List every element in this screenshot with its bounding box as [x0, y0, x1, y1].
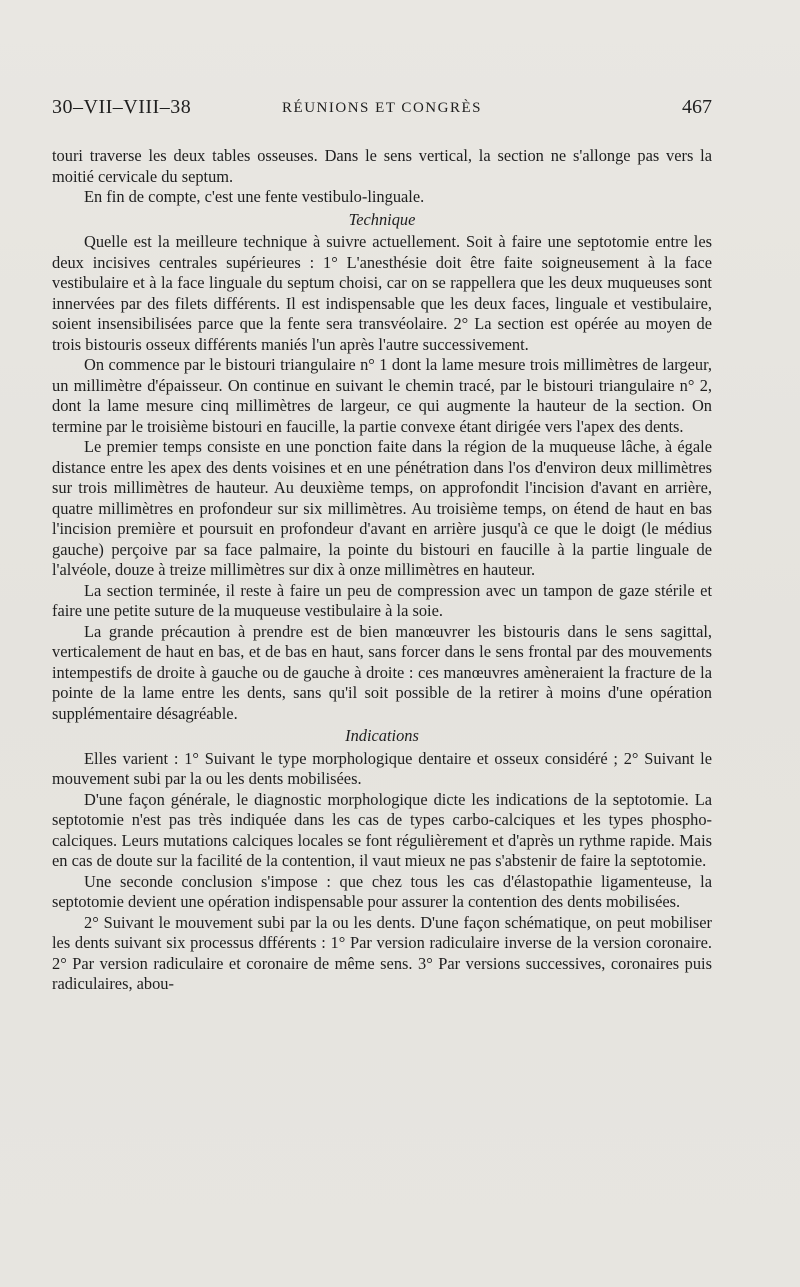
paragraph: Une seconde conclusion s'impose : que chez tous les cas d'élastopathie ligamenteuse, la septotomie devient une opération indispensable pour assurer la contention des dents mobilisées.: [52, 871, 712, 911]
header-date: 30–VII–VIII–38: [52, 96, 192, 118]
paragraph: Quelle est la meilleure technique à suivre actuellement. Soit à faire une septotomie entre les deux incisives centrales supérieures : 1° L'anesthésie doit être faite soigneusement à la face vestibulaire et à la face linguale du septum choisi, car on se rappellera que les deux muqueuses sont innervées par des filets différents. Il est indispensable que les deux faces, linguale et vestibulaire, soient insensibilisées parce que la fente sera transvéolaire. 2° La section est opérée au moyen de trois bistouris osseux différents maniés l'un après l'autre successivement.: [52, 232, 712, 354]
paragraph: Elles varient : 1° Suivant le type morphologique dentaire et osseux considéré ; 2° Suivant le mouvement subi par la ou les dents mobilisées.: [52, 748, 712, 788]
section-heading-technique: Technique: [348, 209, 416, 229]
page-number: 467: [682, 96, 712, 118]
paragraph: 2° Suivant le mouvement subi par la ou les dents. D'une façon schématique, on peut mobiliser les dents suivant six processus dfférents : 1° Par version radiculaire inverse de la version coronaire. 2° Par version radiculaire et coronaire de même sens. 3° Par versions successives, coronaires puis radiculaires, abou-: [52, 912, 712, 993]
paragraph: touri traverse les deux tables osseuses. Dans le sens vertical, la section ne s'allonge pas vers la moitié cervicale du septum.: [52, 146, 712, 186]
header-title: RÉUNIONS ET CONGRÈS: [282, 100, 482, 116]
paragraph: Le premier temps consiste en une ponction faite dans la région de la muqueuse lâche, à égale distance entre les apex des dents voisines et en une pénétration dans l'os d'environ deux millimètres sur trois millimètres de hauteur. Au deuxième temps, on approfondit l'incision d'avant en arrière, quatre millimètres en profondeur sur six millimètres. Au troisième temps, on étend de haut en bas l'incision première et poursuit en profondeur d'avant en arrière jusqu'à ce que le doigt (le médius gauche) perçoive par sa face palmaire, la pointe du bistouri en faucille à la partie linguale de l'alvéole, douze à treize millimètres sur dix à onze millimètres en hauteur.: [52, 437, 712, 579]
section-heading-indications: Indications: [345, 726, 419, 745]
paragraph: La grande précaution à prendre est de bien manœuvrer les bistouris dans le sens sagittal, verticalement de haut en bas, et de bas en haut, sans forcer dans le sens frontal par des mouvements intempestifs de droite à gauche ou de gauche à droite : ces manœuvres amèneraient la fracture de la pointe de la lame entre les dents, sans qu'il soit possible de la retirer à moins d'une opération supplémentaire désagréable.: [52, 621, 712, 723]
paragraph: D'une façon générale, le diagnostic morphologique dicte les indications de la septotomie. La septotomie n'est pas très indiquée dans les cas de types carbo-calciques et les types phospho-calciques. Leurs mutations calciques locales se font régulièrement et d'après un rythme rapide. Mais en cas de doute sur la facilité de la contention, il vaut mieux ne pas s'abstenir de faire la septotomie.: [52, 789, 712, 870]
paragraph: En fin de compte, c'est une fente vestibulo-linguale.: [84, 187, 425, 206]
running-header: [52, 96, 712, 124]
body-text: [52, 146, 712, 995]
paragraph: On commence par le bistouri triangulaire n° 1 dont la lame mesure trois millimètres de largeur, un millimètre d'épaisseur. On continue en suivant le chemin tracé, par le bistouri triangulaire n° 2, dont la lame mesure cinq millimètres de largeur, ce qui augmente la hauteur de la section. On termine par le troisième bistouri en faucille, la partie convexe étant dirigée vers l'apex des dents.: [52, 355, 712, 436]
paragraph: La section terminée, il reste à faire un peu de compression avec un tampon de gaze stérile et faire une petite suture de la muqueuse vestibulaire à la soie.: [52, 580, 712, 620]
